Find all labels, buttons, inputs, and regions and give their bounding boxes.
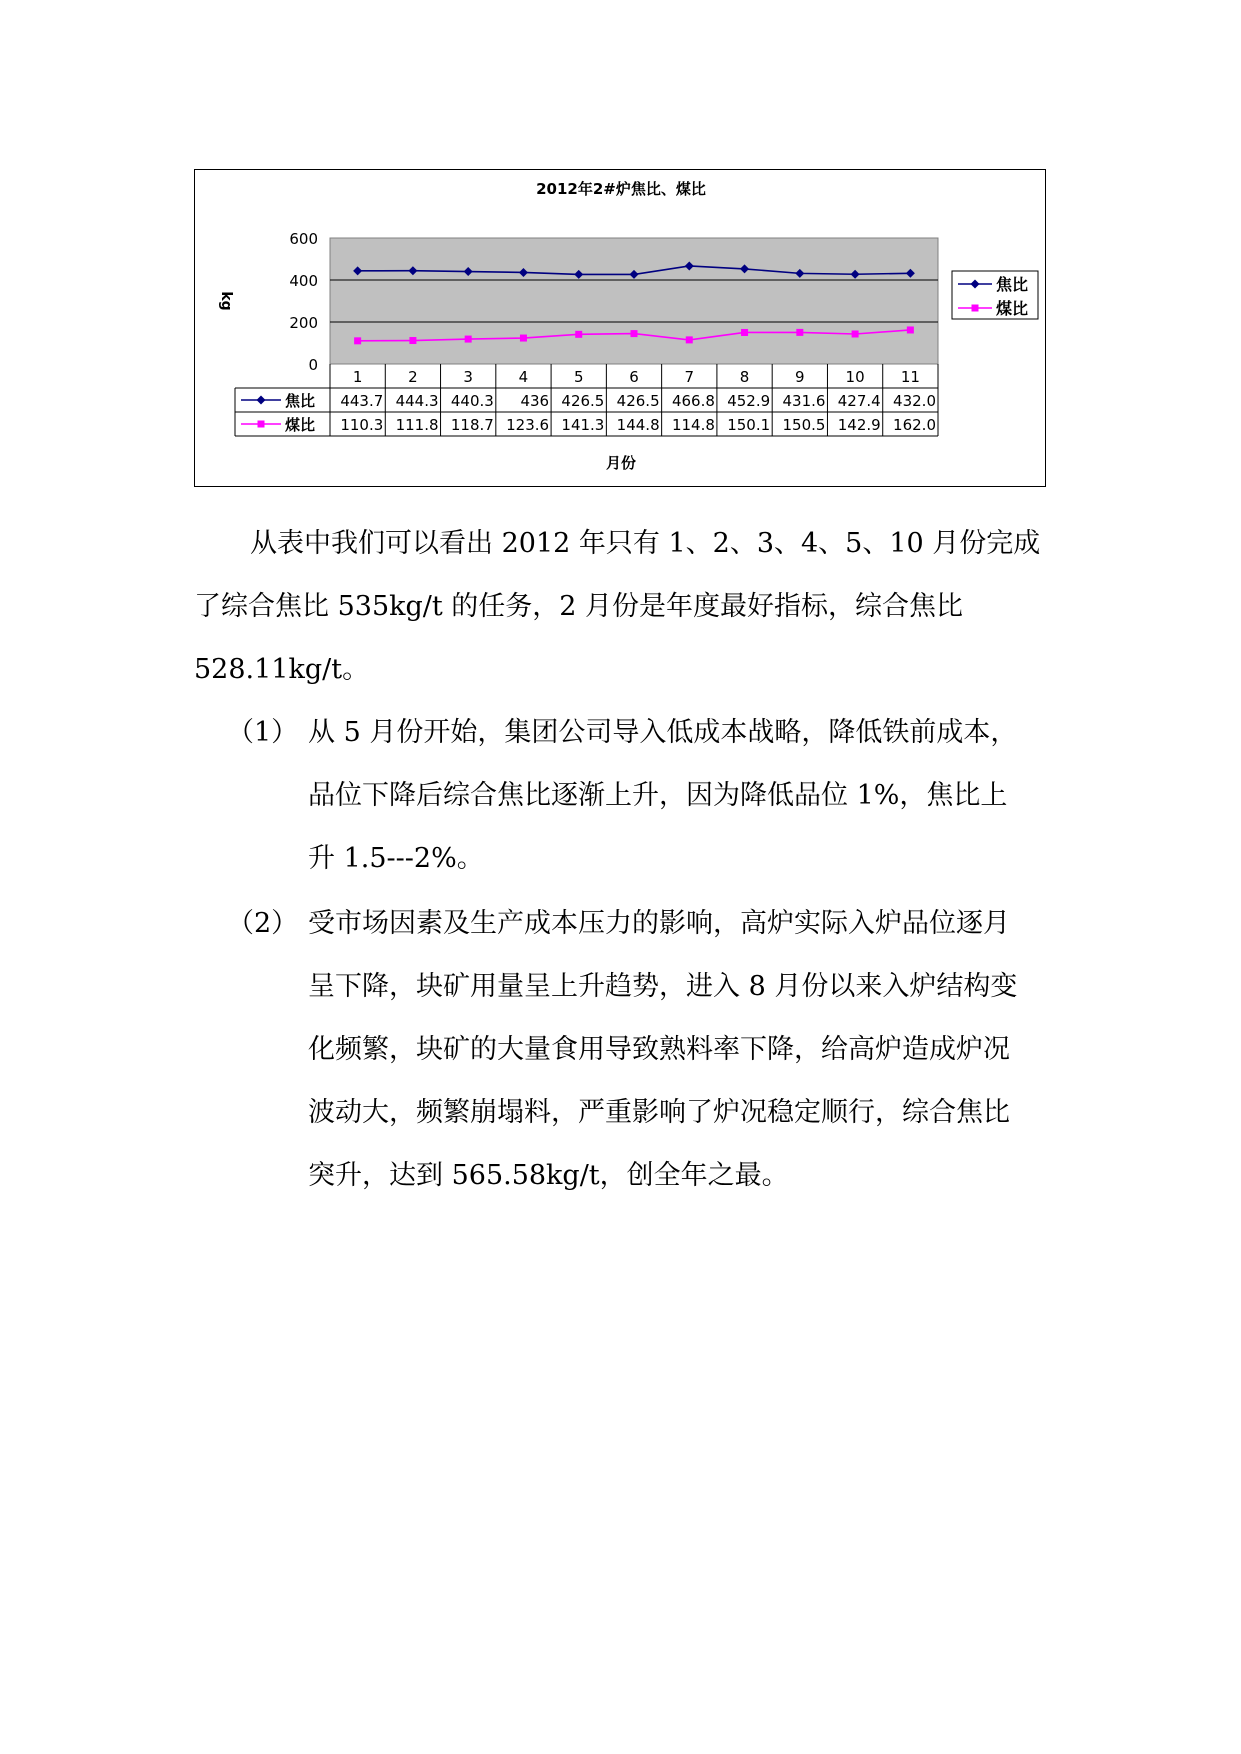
chart-title: 2012年2#炉焦比、煤比	[536, 180, 706, 198]
y-tick-label: 400	[289, 272, 318, 290]
table-series-1-value: 426.5	[616, 392, 660, 410]
series-2-point	[631, 330, 638, 337]
item-2-line-3: 化频繁，块矿的大量食用导致熟料率下降，给高炉造成炉况	[308, 1034, 1010, 1065]
table-series-1-value: 440.3	[450, 392, 494, 410]
item-2-line-5: 突升，达到 565.58kg/t，创全年之最。	[308, 1160, 789, 1191]
table-series-2-key-marker	[258, 421, 265, 428]
table-series-1-value: 432.0	[893, 392, 936, 410]
item-2-line-4: 波动大，频繁崩塌料，严重影响了炉况稳定顺行，综合焦比	[308, 1097, 1010, 1128]
chart-container	[194, 169, 1046, 487]
table-series-2-name: 煤比	[285, 416, 316, 434]
item-1-line-2: 品位下降后综合焦比逐渐上升，因为降低品位 1%，焦比上	[308, 780, 1008, 811]
table-series-1-key-marker	[257, 396, 266, 405]
table-series-2-value: 111.8	[395, 416, 439, 434]
paragraph-1-line-1: 从表中我们可以看出 2012 年只有 1、2、3、4、5、10 月份完成	[250, 528, 1041, 559]
series-2-point	[575, 331, 582, 338]
x-tick-label: 10	[845, 368, 865, 386]
x-tick-label: 3	[463, 368, 473, 386]
series-2-point	[354, 337, 361, 344]
table-series-1-value: 452.9	[727, 392, 771, 410]
legend-series-2-label: 煤比	[996, 299, 1029, 318]
coke-coal-ratio-chart	[195, 170, 1047, 488]
x-tick-label: 6	[629, 368, 639, 386]
x-tick-label: 7	[684, 368, 695, 386]
table-series-2-value: 141.3	[561, 416, 605, 434]
table-series-1-value: 466.8	[671, 392, 715, 410]
plot-area	[330, 238, 938, 364]
table-series-2-value: 150.1	[727, 416, 771, 434]
table-series-1-value: 431.6	[782, 392, 826, 410]
x-tick-label: 2	[408, 368, 418, 386]
table-series-2-value: 162.0	[893, 416, 936, 434]
series-2-point	[520, 335, 527, 342]
legend-series-2-marker	[972, 305, 979, 312]
table-series-2-value: 142.9	[837, 416, 881, 434]
item-2-line-1: 受市场因素及生产成本压力的影响，高炉实际入炉品位逐月	[308, 908, 1010, 939]
legend-series-1-label: 焦比	[996, 275, 1029, 294]
table-series-2-value: 110.3	[340, 416, 384, 434]
paragraph-1-line-2: 了综合焦比 535kg/t 的任务，2 月份是年度最好指标，综合焦比	[194, 591, 964, 622]
y-tick-label: 200	[289, 314, 318, 332]
series-2-point	[465, 336, 472, 343]
table-series-2-value: 150.5	[782, 416, 826, 434]
table-series-2-value: 123.6	[506, 416, 550, 434]
series-2-point	[796, 329, 803, 336]
item-1-marker: （1）	[227, 717, 299, 748]
series-2-point	[852, 330, 859, 337]
paragraph-1-line-3: 528.11kg/t。	[194, 654, 370, 685]
item-1-line-3: 升 1.5---2%。	[308, 843, 484, 874]
x-tick-label: 8	[739, 368, 750, 386]
y-tick-label: 0	[308, 356, 318, 374]
item-2-marker: （2）	[227, 908, 299, 939]
table-series-1-name: 焦比	[285, 392, 316, 410]
x-tick-label: 1	[352, 368, 363, 386]
table-series-2-value: 144.8	[616, 416, 660, 434]
table-series-1-value: 436	[520, 392, 550, 410]
table-series-2-value: 118.7	[450, 416, 494, 434]
x-tick-label: 4	[518, 368, 529, 386]
table-series-1-value: 444.3	[395, 392, 439, 410]
item-1-line-1: 从 5 月份开始，集团公司导入低成本战略，降低铁前成本，	[308, 717, 1018, 748]
item-2-line-2: 呈下降，块矿用量呈上升趋势，进入 8 月份以来入炉结构变	[308, 971, 1018, 1002]
y-tick-label: 600	[289, 230, 318, 248]
table-series-2-value: 114.8	[671, 416, 715, 434]
series-2-point	[686, 336, 693, 343]
series-2-point	[741, 329, 748, 336]
table-series-1-value: 427.4	[837, 392, 881, 410]
x-axis-label: 月份	[605, 454, 637, 472]
x-tick-label: 11	[900, 368, 920, 386]
table-series-1-value: 426.5	[561, 392, 605, 410]
series-2-point	[409, 337, 416, 344]
y-axis-label: kg	[218, 291, 234, 311]
table-series-1-value: 443.7	[340, 392, 384, 410]
x-tick-label: 9	[795, 368, 805, 386]
series-2-point	[907, 326, 914, 333]
x-tick-label: 5	[573, 368, 584, 386]
